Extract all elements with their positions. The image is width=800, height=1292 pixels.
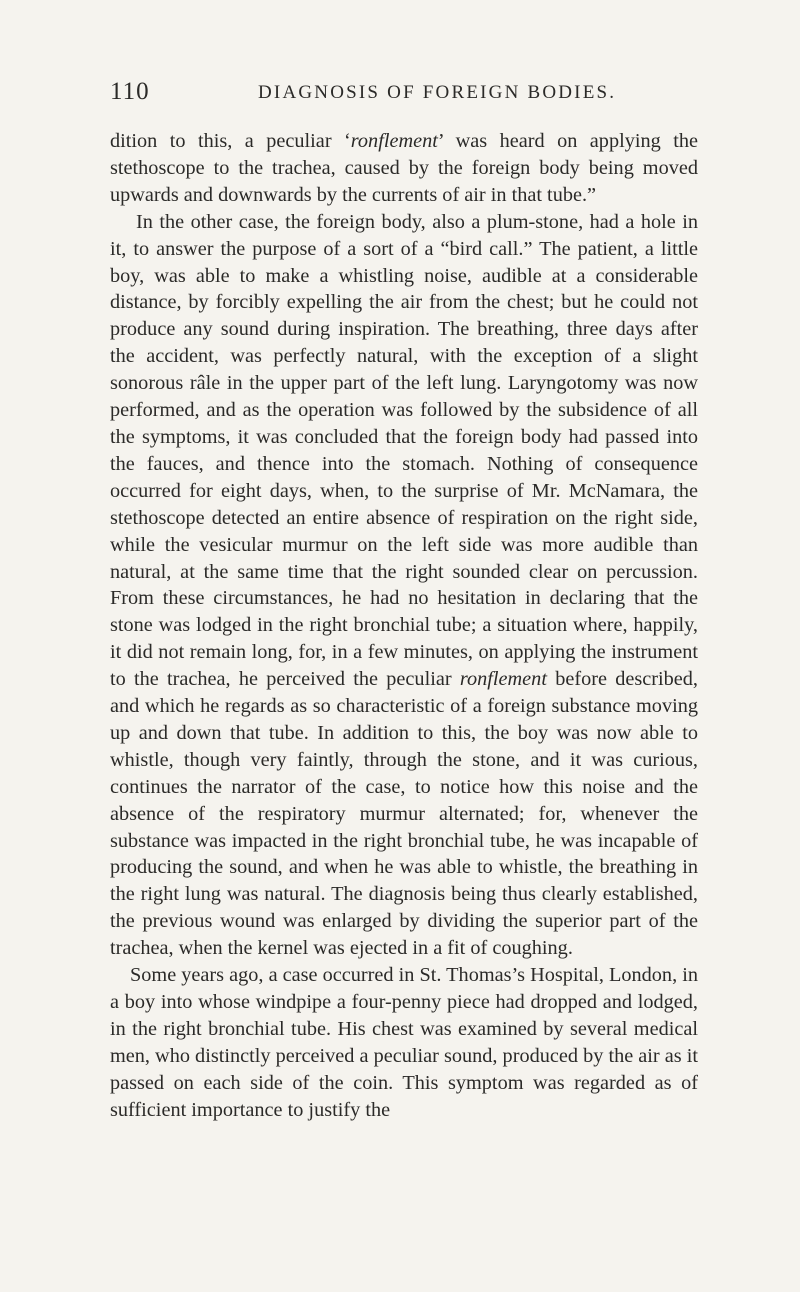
paragraph-1-text-a: dition to this, a peculiar ‘ <box>110 130 351 152</box>
page-header <box>108 78 692 112</box>
paragraph-1-text-b: ’ was heard on applying the stethoscope to the trachea, caused by the foreign body being moved upwards and downwards by the currents of air in that tube.” <box>110 130 698 206</box>
paragraph-3-text: Some years ago, a case occurred in St. Thomas’s Hospital, London, in a boy into whose windpipe a four-penny piece had dropped and lodged, in the right bronchial tube. His chest was examined by several medical men, who distinctly perceived a peculiar sound, produced by the air as it passed on each side of the coin. This symptom was regarded as of sufficient importance to justify the <box>110 964 698 1121</box>
paragraph-2 <box>110 209 698 962</box>
running-head: DIAGNOSIS OF FOREIGN BODIES. <box>258 82 617 103</box>
page-number: 110 <box>110 78 150 105</box>
paragraph-1 <box>110 128 698 209</box>
paragraph-2-text-a: In the other case, the foreign body, also a plum-stone, had a hole in it, to answer the purpose of a sort of a “bird call.” The patient, a little boy, was able to make a whistling noise, audible at a considerable distance, by forcibly expelling the air from the chest; but he could not produce any sound during inspiration. The breathing, three days after the accident, was perfectly natural, with the exception of a slight sonorous râle in the upper part of the left lung. Laryngotomy was now performed, and as the operation was followed by the subsidence of all the symptoms, it was concluded that the foreign body had passed into the fauces, and thence into the stomach. Nothing of consequence occurred for eight days, when, to the surprise of Mr. McNamara, the stethoscope detected an entire absence of respiration on the right side, while the vesicular murmur on the left side was more audible than natural, at the same time that the right sounded clear on percussion. From these circumstances, he had no hesitation in declaring that the stone was lodged in the right bronchial tube; a situation where, happily, it did not remain long, for, in a few minutes, on applying the instrument to the trachea, he perceived the peculiar <box>110 210 698 691</box>
paragraph-2-italic: ronflement <box>459 668 547 691</box>
paragraph-3 <box>110 962 698 1123</box>
paragraph-2-text-b: before described, and which he regards as so characteristic of a foreign substance moving up and down that tube. In addition to this, the boy was now able to whistle, though very faintly, through the stone, and it was curious, continues the narrator of the case, to notice how this noise and the absence of the respiratory murmur alternated; for, whenever the substance was impacted in the right bronchial tube, he was incapable of producing the sound, and when he was able to whistle, the breathing in the right lung was natural. The diagnosis being thus clearly established, the previous wound was enlarged by dividing the superior part of the trachea, when the kernel was ejected in a fit of coughing. <box>110 668 699 960</box>
paragraph-1-italic: ronflement <box>350 130 438 152</box>
body-text <box>110 128 698 1124</box>
